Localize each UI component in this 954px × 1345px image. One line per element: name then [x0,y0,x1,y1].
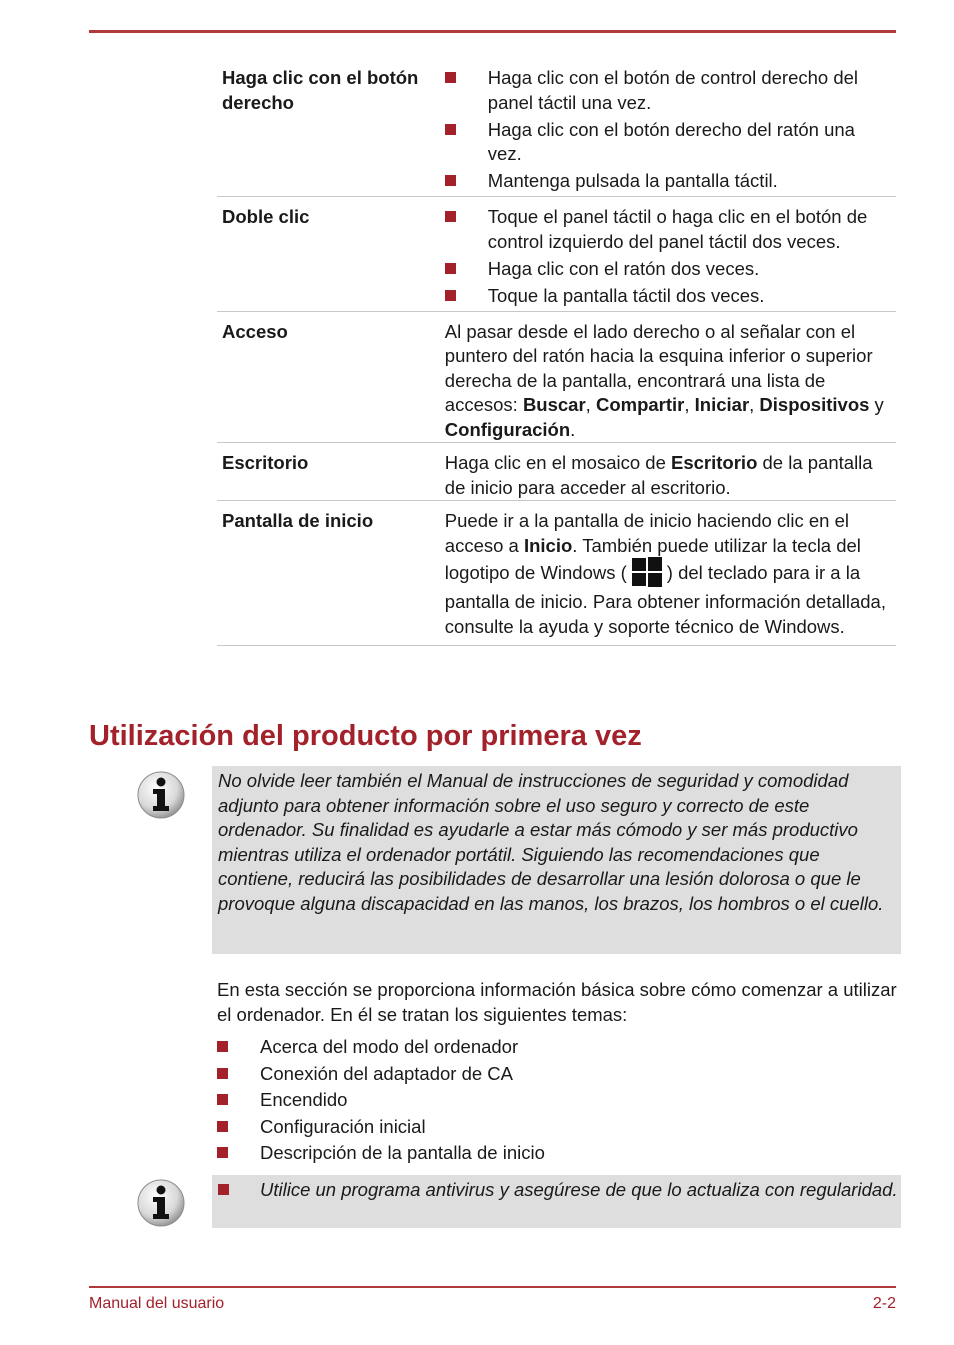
table-row [217,501,896,646]
separator-text: . [570,418,576,440]
square-bullet-icon [445,211,456,222]
separator-text: , [749,394,760,415]
term-cell: Pantalla de inicio [217,501,445,646]
square-bullet-icon [445,124,456,135]
topic-text: Configuración inicial [260,1115,426,1137]
section-title: Utilización del producto por primera vez [89,720,642,752]
topic-text: Acerca del modo del ordenador [260,1036,519,1057]
list-item [445,118,892,167]
list-item [212,1178,901,1203]
square-bullet-icon [217,1068,228,1079]
list-item [445,284,892,309]
list-item-text: Toque el panel táctil o haga clic en el botón de control izquierdo del panel táctil dos veces. [487,206,868,252]
separator-text: y [869,394,884,415]
description-cell [445,197,896,312]
table-row [217,66,896,197]
list-item [217,1088,897,1113]
description-text: Al pasar desde el lado derecho o al señalar con el puntero del ratón hacia la esquina inferior o superior derecha de la pantalla, encontrará una lista de accesos: [444,320,873,415]
description-text: de la pantalla de inicio para acceder al escritorio. [444,452,873,498]
description-text: Puede ir a la pantalla de inicio haciendo clic en el acceso a [444,510,849,556]
square-bullet-icon [445,263,456,274]
square-bullet-icon [217,1094,228,1105]
list-item-text: Mantenga pulsada la pantalla táctil. [487,170,778,191]
separator-text: , [585,394,596,415]
topic-text: Encendido [260,1089,348,1110]
term-cell: Escritorio [217,443,445,501]
desktop-tile-label: Escritorio [671,452,758,473]
start-charm-label: Inicio [523,534,573,556]
list-item [445,257,892,282]
page-number: 2-2 [872,1295,896,1312]
bullet-list [445,66,892,194]
table-bottom-border [217,646,896,647]
term-cell: Acceso [217,311,445,443]
definitions-table [217,66,896,646]
info-icon [136,770,186,820]
list-item-text: Toque la pantalla táctil dos veces. [487,284,765,306]
charm-search: Buscar [522,394,586,415]
footer-title: Manual del usuario [89,1295,225,1312]
list-item [217,1035,897,1060]
term-cell: Haga clic con el botón derecho [222,67,419,113]
list-item-text: Haga clic con el botón de control derecho del panel táctil una vez. [487,67,859,113]
description-cell [445,66,896,197]
antivirus-note-text: Utilice un programa antivirus y asegúrese de que lo actualiza con regularidad. [260,1179,898,1200]
charm-share: Compartir [595,394,685,415]
description-cell [445,443,896,501]
antivirus-note [212,1175,901,1228]
square-bullet-icon [217,1121,228,1132]
description-text: ) del teclado para ir a la pantalla de inicio. Para obtener información detallada, consulte la ayuda y soporte técnico de Windows. [444,561,886,637]
windows-logo-icon [631,556,663,588]
table-row [217,197,896,312]
description-text: . También puede utilizar la tecla del logotipo de Windows ( [444,534,861,583]
header-rule [89,30,896,33]
safety-note [212,766,901,954]
charm-start: Iniciar [694,394,750,415]
list-item-text: Haga clic con el botón derecho del ratón una vez. [487,118,855,164]
square-bullet-icon [218,1184,229,1195]
topic-text: Descripción de la pantalla de inicio [260,1142,545,1163]
topics-list [217,1035,897,1168]
charm-devices: Dispositivos [759,394,870,415]
list-item [445,169,892,194]
list-item [217,1115,897,1140]
list-item [217,1062,897,1087]
topic-text: Conexión del adaptador de CA [260,1062,514,1084]
square-bullet-icon [445,175,456,186]
description-cell [445,311,896,443]
description-cell [445,501,896,646]
square-bullet-icon [445,72,456,83]
charm-settings: Configuración [444,418,571,440]
square-bullet-icon [217,1041,228,1052]
list-item-text: Haga clic con el ratón dos veces. [487,257,760,279]
list-item [445,66,892,115]
description-text: Haga clic en el mosaico de [444,452,672,473]
safety-note-text: No olvide leer también el Manual de instrucciones de seguridad y comodidad adjunto para obtener información sobre el uso seguro y correcto de este ordenador. Su finalidad es ayudarle a estar más cómodo y ser más productivo mientras utiliza el ordenador portátil. Siguiendo las recomendaciones que contiene, reducirá las posibilidades de desarrollar una lesión dolorosa o que le provoque alguna discapacidad en las manos, los brazos, los hombros o el cuello. [218,770,884,914]
square-bullet-icon [445,290,456,301]
table-row [217,443,896,501]
footer-rule [89,1286,896,1288]
list-item [445,205,892,254]
term-cell: Doble clic [217,197,445,312]
table-row [217,311,896,443]
list-item [217,1141,897,1166]
bullet-list [445,205,892,308]
intro-paragraph: En esta sección se proporciona información básica sobre cómo comenzar a utilizar el ordenador. En él se tratan los siguientes temas: [217,979,897,1025]
separator-text: , [684,394,695,415]
info-icon [136,1178,186,1228]
square-bullet-icon [217,1147,228,1158]
